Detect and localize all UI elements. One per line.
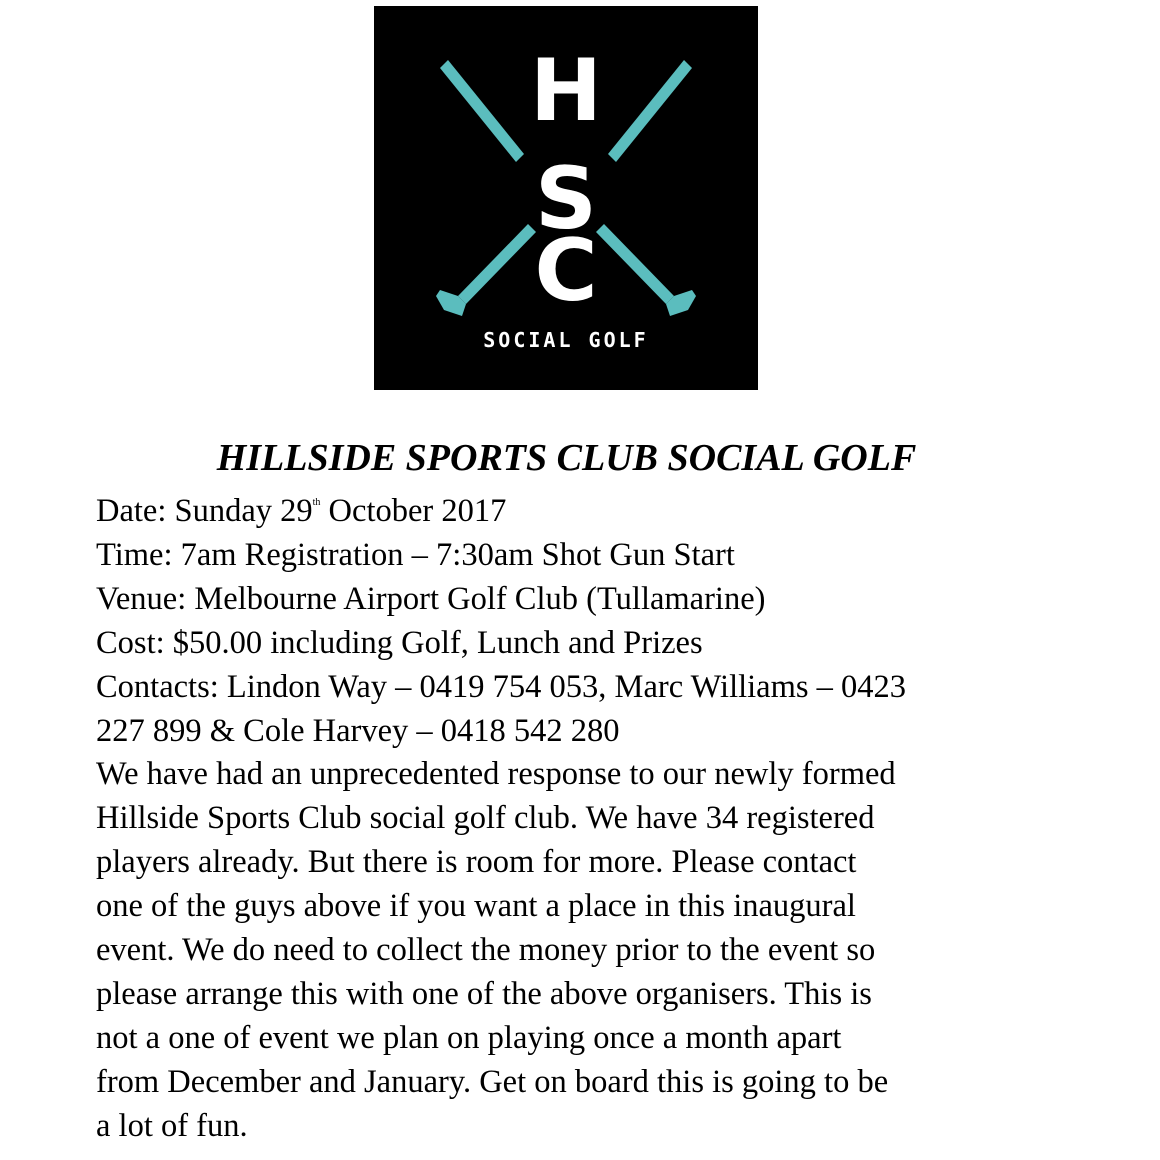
body-line: not a one of event we plan on playing once a month apart xyxy=(96,1019,842,1056)
event-details xyxy=(96,490,1146,1149)
body-line: event. We do need to collect the money prior to the event so xyxy=(96,932,876,969)
logo-letter-s: S xyxy=(535,149,597,249)
date-rest: October 2017 xyxy=(320,493,507,529)
hsc-logo xyxy=(374,6,758,390)
body-line: We have had an unprecedented response to our newly formed xyxy=(96,756,896,793)
time-line: Time: 7am Registration – 7:30am Shot Gun Start xyxy=(96,536,735,573)
venue-line: Venue: Melbourne Airport Golf Club (Tullamarine) xyxy=(96,580,766,617)
body-line: from December and January. Get on board this is going to be xyxy=(96,1063,889,1100)
date-ordinal-suffix: th xyxy=(312,497,321,508)
body-line: one of the guys above if you want a place in this inaugural xyxy=(96,888,856,925)
body-line: please arrange this with one of the above organisers. This is xyxy=(96,975,872,1012)
body-line: a lot of fun. xyxy=(96,1107,248,1144)
logo-letter-c: C xyxy=(534,221,598,321)
cost-line: Cost: $50.00 including Golf, Lunch and Prizes xyxy=(96,624,703,661)
contacts-line-1: Contacts: Lindon Way – 0419 754 053, Marc Williams – 0423 xyxy=(96,668,907,705)
body-line: players already. But there is room for more. Please contact xyxy=(96,844,857,881)
date-line xyxy=(96,490,1146,534)
logo-tagline: SOCIAL GOLF xyxy=(483,328,649,352)
contacts-line-2: 227 899 & Cole Harvey – 0418 542 280 xyxy=(96,712,620,749)
date-prefix: Date: Sunday 29 xyxy=(96,493,313,529)
page-title: HILLSIDE SPORTS CLUB SOCIAL GOLF xyxy=(216,437,917,479)
body-line: Hillside Sports Club social golf club. We have 34 registered xyxy=(96,800,875,837)
logo-letter-h: H xyxy=(530,41,602,141)
